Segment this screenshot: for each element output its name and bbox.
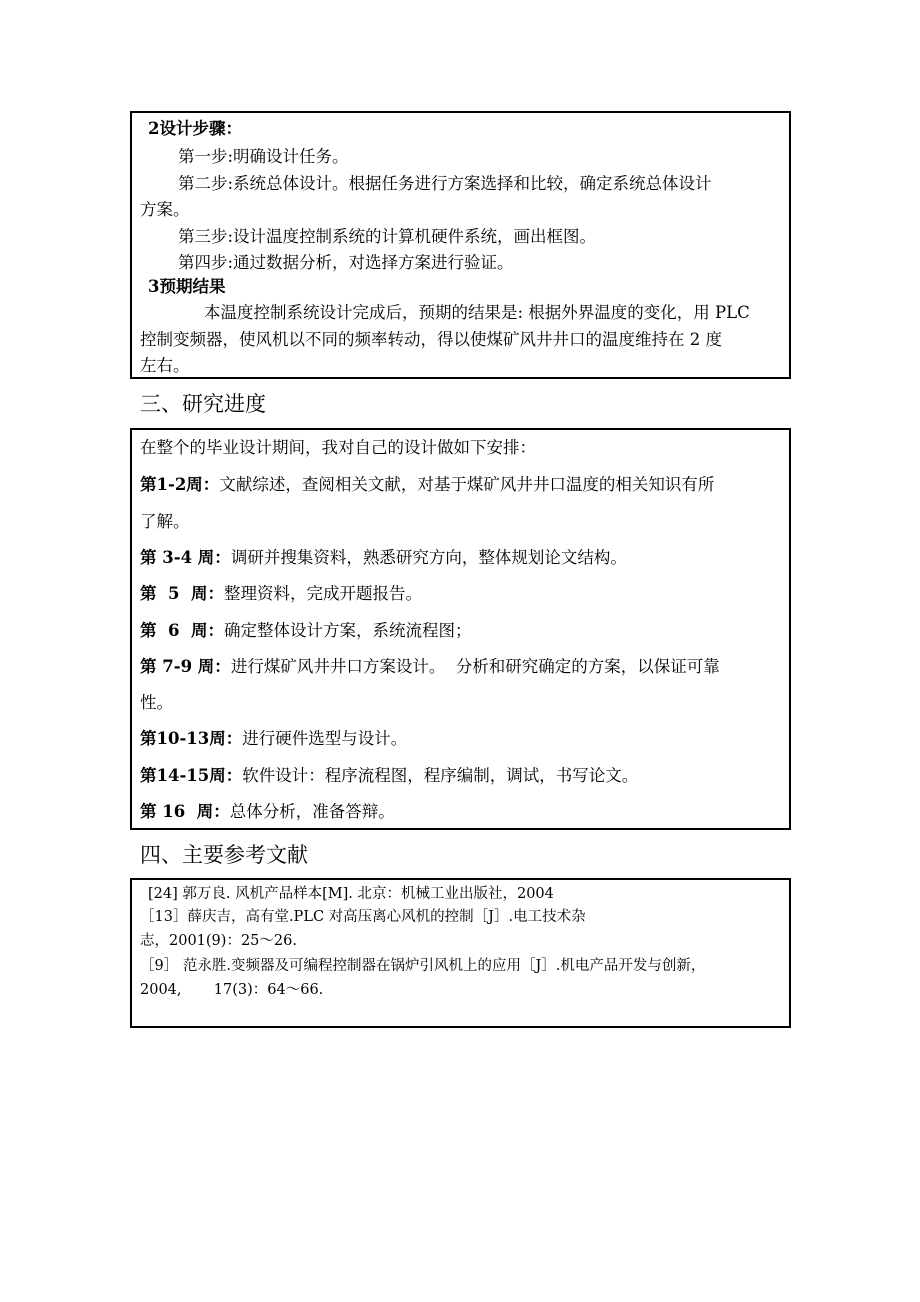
week-task: 软件设计：程序流程图，程序编制，调试，书写论文。 (242, 766, 639, 785)
week-task: 进行硬件选型与设计。 (242, 729, 408, 748)
week-task: 调研并搜集资料，熟悉研究方向，整体规划论文结构。 (230, 548, 627, 567)
schedule-row-8 (140, 802, 395, 822)
reference-line: 2004, 17(3)：64～66. (140, 982, 324, 998)
design-steps-box (130, 111, 791, 379)
references-section-title: 四、主要参考文献 (140, 843, 308, 867)
result-line-3: 左右。 (140, 356, 190, 375)
week-label: 第10-13周： (140, 729, 243, 748)
step-2-line-1: 第二步:系统总体设计。根据任务进行方案选择和比较，确定系统总体设计 (178, 174, 712, 193)
step-2-line-2: 方案。 (140, 200, 190, 219)
week-label: 第 5 周： (140, 584, 224, 603)
week-task: 整理资料，完成开题报告。 (223, 584, 422, 603)
week-label: 第14-15周： (140, 766, 243, 785)
week-task: 总体分析，准备答辩。 (229, 802, 395, 821)
week-task: 文献综述，查阅相关文献，对基于煤矿风井井口温度的相关知识有所 (219, 475, 715, 494)
week-label: 第 6 周： (140, 621, 224, 640)
reference-line: [24] 郭万良. 风机产品样本[M]. 北京：机械工业出版社，2004 (148, 886, 554, 902)
week-label: 第 3-4 周： (140, 548, 231, 567)
reference-line: ［9］ 范永胜.变频器及可编程控制器在锅炉引风机上的应用［J］.机电产品开发与创新， (140, 958, 706, 974)
week-label: 第 16 周： (140, 802, 230, 821)
reference-line: ［13］薛庆吉，高有堂.PLC 对高压离心风机的控制［J］.电工技术杂 (140, 909, 586, 925)
progress-box (130, 428, 791, 830)
schedule-row-1 (140, 475, 714, 495)
result-line-2: 控制变频器，使风机以不同的频率转动，得以使煤矿风井井口的温度维持在 2 度 (140, 330, 722, 349)
schedule-row-2 (140, 548, 627, 568)
step-3: 第三步:设计温度控制系统的计算机硬件系统，画出框图。 (178, 227, 597, 246)
week-task: 进行煤矿风井井口方案设计。 分析和研究确定的方案，以保证可靠 (230, 657, 720, 676)
week-label: 第1-2周： (140, 475, 220, 494)
schedule-row-5 (140, 657, 720, 677)
schedule-row-3 (140, 584, 422, 604)
result-line-1: 本温度控制系统设计完成后，预期的结果是: 根据外界温度的变化，用 PLC (204, 303, 750, 322)
week-task: 了解。 (140, 512, 190, 531)
week-label: 第 7-9 周： (140, 657, 231, 676)
week-task: 性。 (140, 693, 173, 712)
reference-line: 志，2001(9)：25～26. (140, 933, 297, 949)
schedule-row-6 (140, 729, 407, 749)
steps-heading: 2设计步骤： (148, 119, 242, 138)
result-heading: 3预期结果 (148, 277, 226, 296)
step-4: 第四步:通过数据分析，对选择方案进行验证。 (178, 253, 514, 272)
schedule-row-5-cont (140, 693, 173, 713)
schedule-row-1-cont (140, 512, 190, 532)
step-1: 第一步:明确设计任务。 (178, 147, 349, 166)
schedule-row-7 (140, 766, 638, 786)
schedule-row-4 (140, 621, 471, 641)
progress-intro: 在整个的毕业设计期间，我对自己的设计做如下安排： (140, 438, 536, 457)
references-box (130, 878, 791, 1028)
progress-section-title: 三、研究进度 (140, 392, 266, 416)
week-task: 确定整体设计方案，系统流程图； (223, 621, 472, 640)
